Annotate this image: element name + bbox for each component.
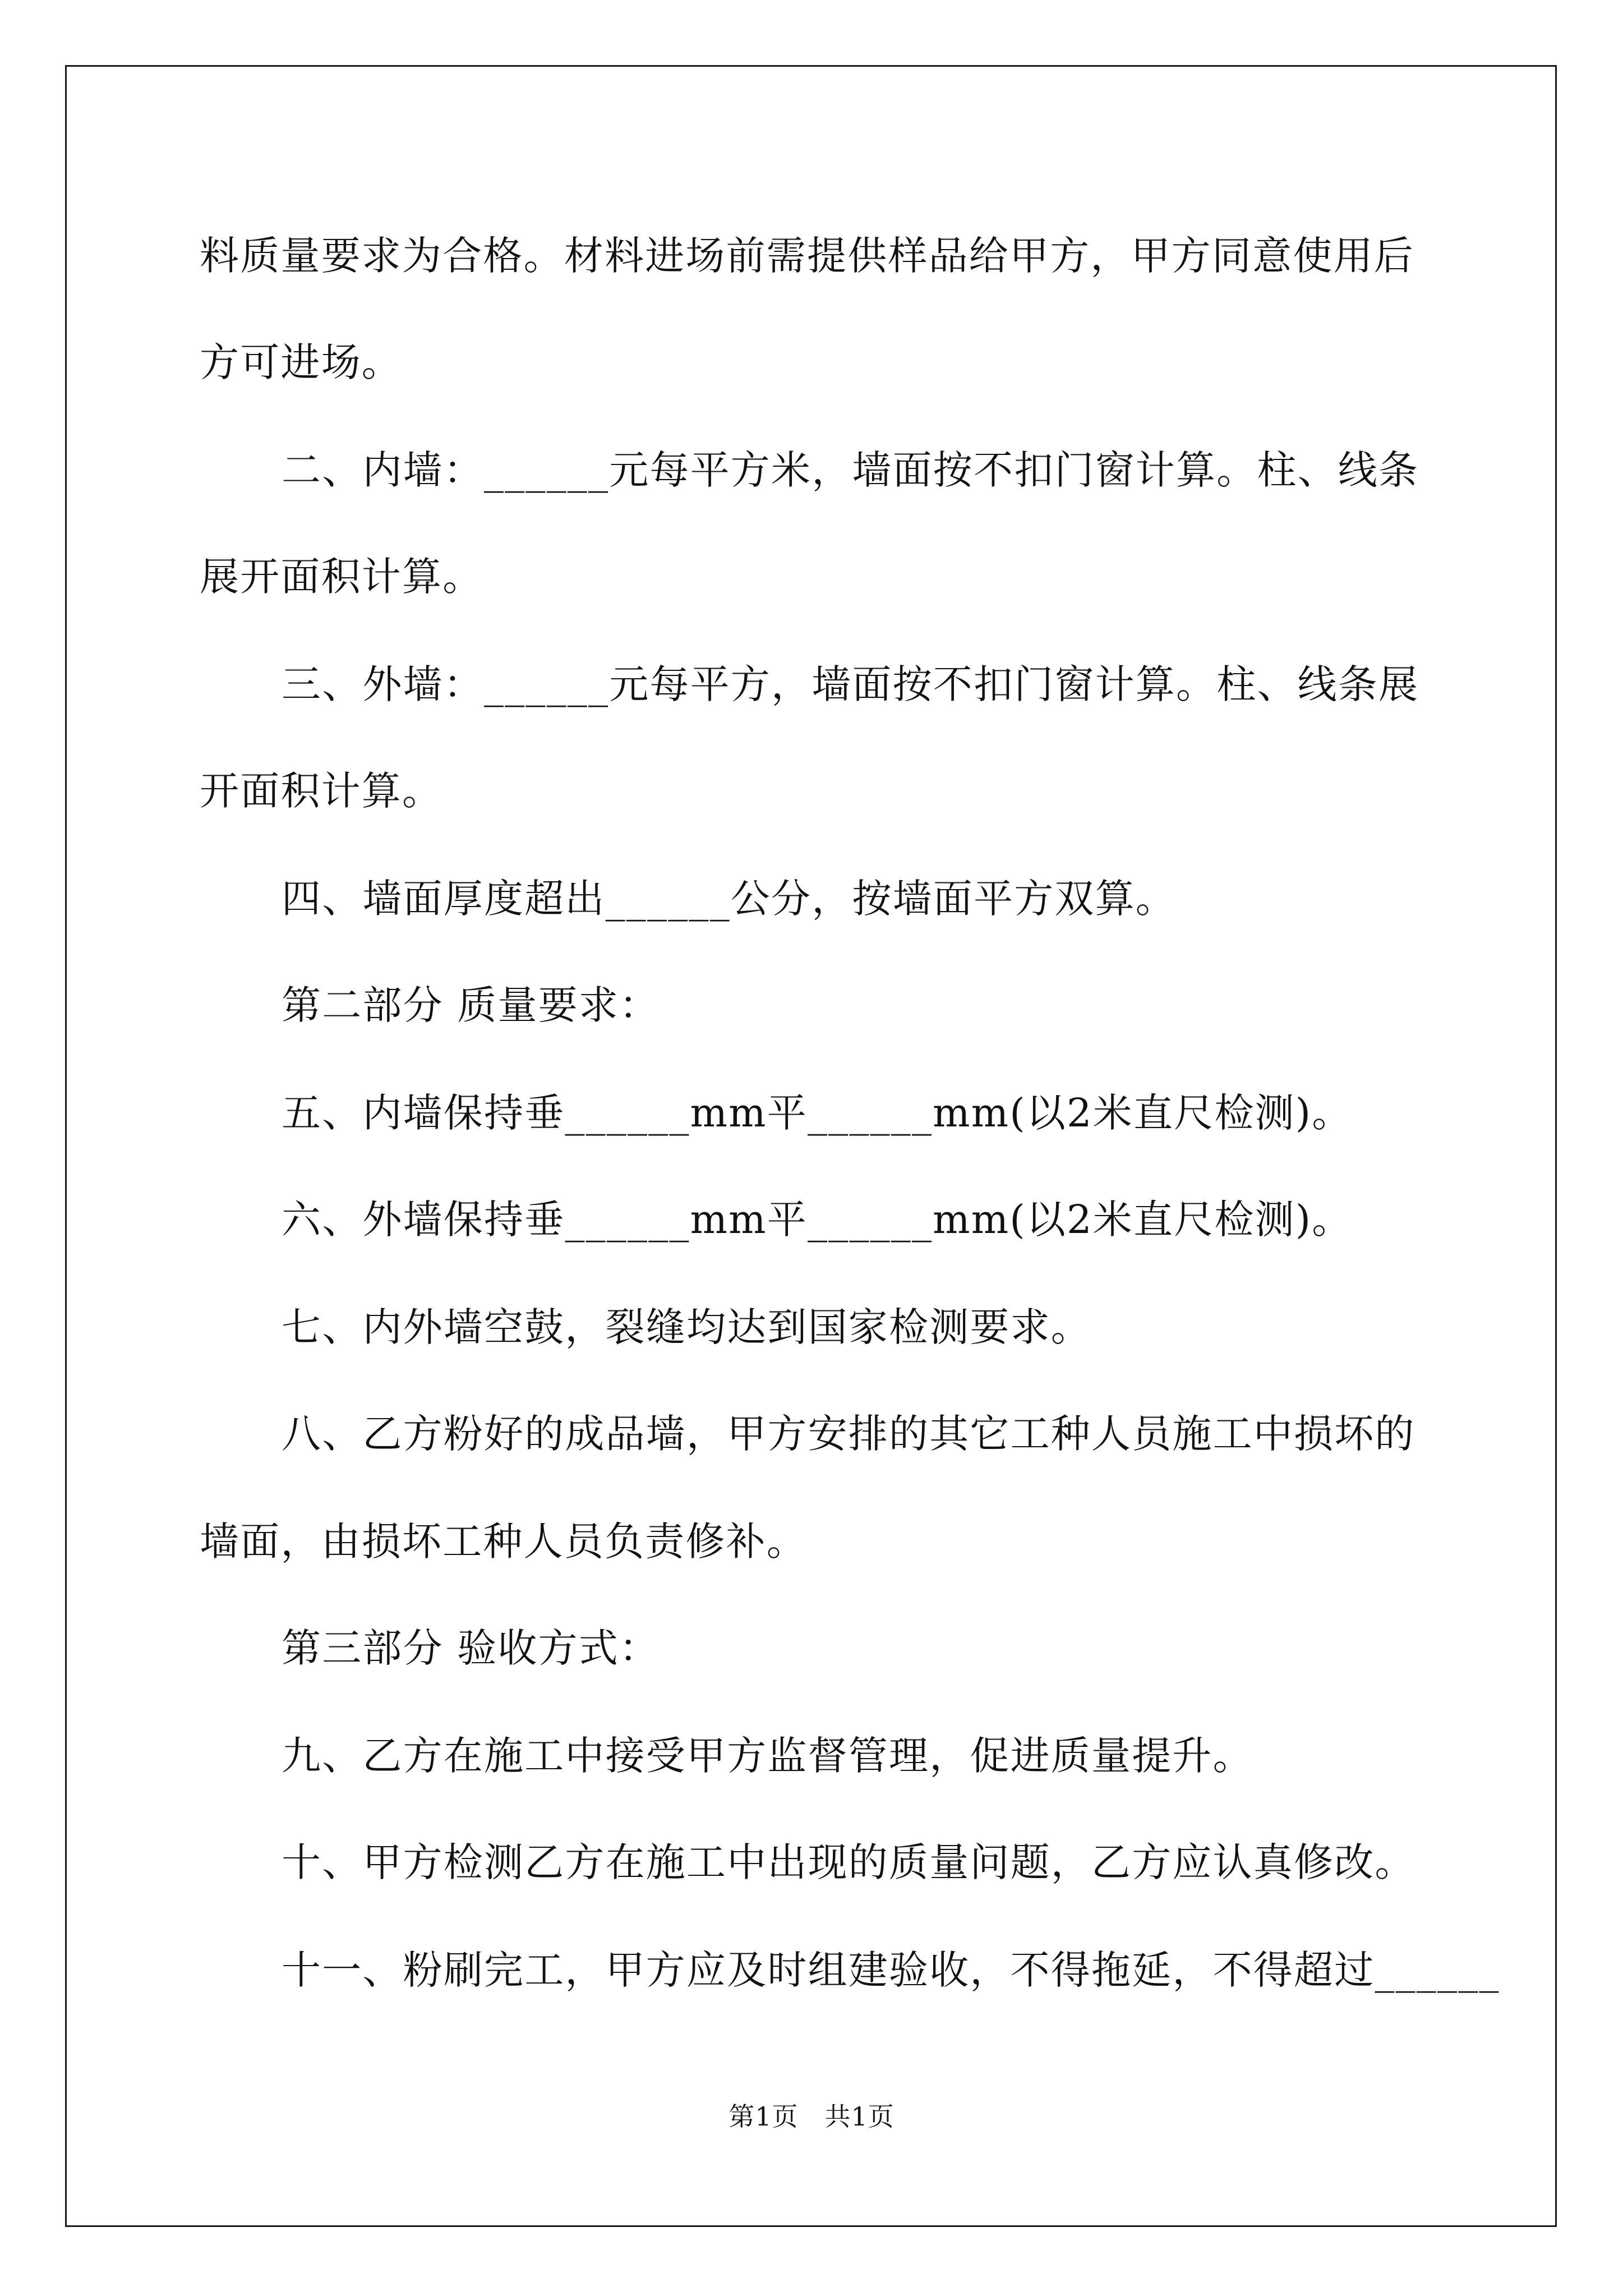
- paragraph-line: 十、甲方检测乙方在施工中出现的质量问题，乙方应认真修改。: [282, 1839, 1415, 1885]
- paragraph-line: 方可进场。: [200, 339, 402, 385]
- paragraph-line: 十一、粉刷完工，甲方应及时组建验收，不得拖延，不得超过______: [282, 1947, 1500, 1993]
- paragraph-line: 料质量要求为合格。材料进场前需提供样品给甲方，甲方同意使用后: [200, 233, 1414, 279]
- paragraph-line: 开面积计算。: [200, 768, 443, 814]
- paragraph-line: 八、乙方粉好的成品墙，甲方安排的其它工种人员施工中损坏的: [282, 1411, 1415, 1457]
- section-heading: 第二部分 质量要求：: [282, 982, 660, 1028]
- paragraph-line: 五、内墙保持垂______mm平______mm(以2米直尺检测)。: [282, 1090, 1353, 1136]
- page-border: [65, 65, 1557, 2227]
- paragraph-line: 四、墙面厚度超出______公分，按墙面平方双算。: [282, 876, 1176, 922]
- paragraph-line: 二、内墙：______元每平方米，墙面按不扣门窗计算。柱、线条: [282, 447, 1419, 493]
- section-heading: 第三部分 验收方式：: [282, 1625, 660, 1671]
- paragraph-line: 六、外墙保持垂______mm平______mm(以2米直尺检测)。: [282, 1197, 1353, 1243]
- paragraph-line: 七、内外墙空鼓，裂缝均达到国家检测要求。: [282, 1304, 1091, 1350]
- paragraph-line: 九、乙方在施工中接受甲方监督管理，促进质量提升。: [282, 1733, 1253, 1779]
- paragraph-line: 展开面积计算。: [200, 554, 483, 600]
- paragraph-line: 墙面，由损坏工种人员负责修补。: [200, 1519, 807, 1565]
- page-number-footer: 第1页 共1页: [728, 2101, 895, 2132]
- paragraph-line: 三、外墙：______元每平方，墙面按不扣门窗计算。柱、线条展: [282, 661, 1419, 707]
